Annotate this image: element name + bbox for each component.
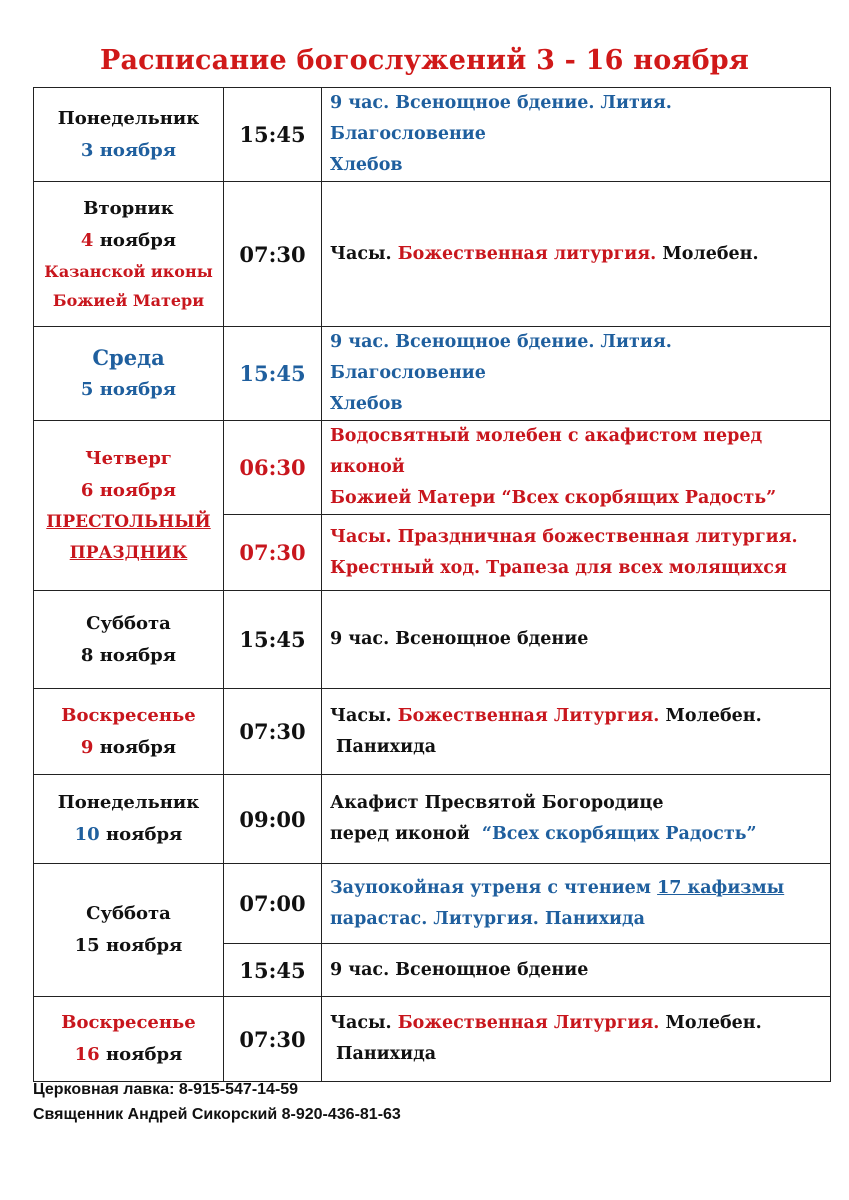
service-text: Часы. [330,705,398,726]
day-name: Четверг [85,447,172,469]
day-name: Воскресенье [61,704,196,726]
day-date: 8 ноября [80,644,177,666]
date-word: ноября [93,736,177,758]
schedule-table [33,87,831,1082]
church-shop-phone: Церковная лавка: 8-915-547-14-59 [33,1081,299,1098]
time-cell: 15:45 [224,88,322,182]
service-line [330,239,826,270]
priest-phone: Священник Андрей Сикорский 8-920-436-81-63 [33,1106,401,1123]
day-date [34,1039,223,1071]
service-text: Заупокойная утреня с чтением [330,877,658,898]
day-cell [34,997,224,1082]
time-cell: 15:45 [224,327,322,421]
date-number: 4 [80,230,94,251]
day-cell [34,327,224,421]
day-name: Вторник [83,198,174,219]
service-line: Панихида [336,1044,437,1064]
service-line: Водосвятный молебен с акафистом перед иконой [330,426,763,477]
service-text: Часы. [330,243,398,264]
time-cell: 07:30 [224,515,322,591]
table-row [34,997,831,1082]
service-cell [322,864,831,944]
table-row [34,689,831,775]
service-line: Хлебов [330,155,403,175]
day-name: Воскресенье [61,1012,196,1033]
service-line [330,819,826,850]
day-cell [34,591,224,689]
feast-line: Божией Матери [52,291,205,310]
service-text: Молебен. [659,705,762,726]
service-line: 9 час. Всенощное бдение [330,629,589,649]
feast-line: ПРАЗДНИК [69,542,188,563]
service-cell [322,689,831,775]
service-cell [322,182,831,327]
table-row [34,327,831,421]
day-name: Суббота [86,903,171,924]
time-cell: 07:30 [224,182,322,327]
service-line: парастас. Литургия. Панихида [330,908,646,929]
day-cell [34,775,224,864]
contacts [33,1077,401,1127]
service-cell [322,327,831,421]
table-row [34,88,831,182]
service-line [330,701,826,732]
service-cell [322,997,831,1082]
day-date [34,225,223,257]
table-row [34,421,831,515]
service-line: 9 час. Всенощное бдение. Лития. Благословение [330,332,672,383]
time-cell: 15:45 [224,591,322,689]
day-name: Понедельник [57,792,200,813]
day-cell [34,182,224,327]
service-highlight: Божественная Литургия. [397,1013,660,1033]
service-cell [322,515,831,591]
day-name: Понедельник [57,107,200,129]
day-date: 3 ноября [80,139,177,161]
service-text: Молебен. [656,243,759,264]
day-date [34,819,223,851]
service-text: Часы. [330,1013,398,1033]
time-cell: 07:30 [224,689,322,775]
service-cell [322,944,831,997]
feast-line: Казанской иконы [44,262,213,281]
service-line: Божией Матери “Всех скорбящих Радость” [330,488,777,508]
service-cell [322,775,831,864]
service-line: Панихида [336,736,437,757]
service-cell [322,421,831,515]
table-row [34,182,831,327]
service-highlight: Божественная Литургия. [397,705,660,726]
day-cell [34,689,224,775]
table-row [34,591,831,689]
time-cell: 06:30 [224,421,322,515]
service-text: Молебен. [659,1013,762,1033]
day-date: 6 ноября [80,479,177,501]
time-cell: 09:00 [224,775,322,864]
service-cell [322,88,831,182]
day-name: Среда [92,344,165,370]
date-word: ноября [93,230,177,251]
date-number: 10 [74,824,100,845]
day-name: Суббота [86,612,171,634]
date-word: ноября [99,824,183,845]
time-cell: 07:00 [224,864,322,944]
service-line: 9 час. Всенощное бдение. Лития. Благословение [330,93,672,144]
date-word: ноября [99,1044,183,1065]
date-number: 16 [74,1044,100,1065]
day-cell [34,421,224,591]
icon-name: “Всех скорбящих Радость” [481,824,757,844]
service-highlight: Божественная литургия. [397,243,657,264]
day-date: 5 ноября [80,378,177,400]
day-cell [34,864,224,997]
service-line: Акафист Пресвятой Богородице [330,793,664,813]
service-line: Часы. Праздничная божественная литургия. [330,526,798,547]
date-number: 9 [80,736,94,758]
feast-line: ПРЕСТОЛЬНЫЙ [46,511,211,532]
table-row [34,864,831,944]
day-cell [34,88,224,182]
day-date [34,732,223,764]
time-cell: 07:30 [224,997,322,1082]
time-cell: 15:45 [224,944,322,997]
service-line: 9 час. Всенощное бдение [330,959,589,980]
service-line: Крестный ход. Трапеза для всех молящихся [330,557,787,578]
page-title: Расписание богослужений 3 - 16 ноября [99,45,750,76]
service-line: Хлебов [330,394,403,414]
service-line [330,873,826,904]
table-row [34,775,831,864]
kathisma-link[interactable]: 17 кафизмы [657,877,785,898]
day-date: 15 ноября [74,935,183,956]
service-text: перед иконой [330,824,476,844]
service-line [330,1008,826,1039]
service-cell [322,591,831,689]
